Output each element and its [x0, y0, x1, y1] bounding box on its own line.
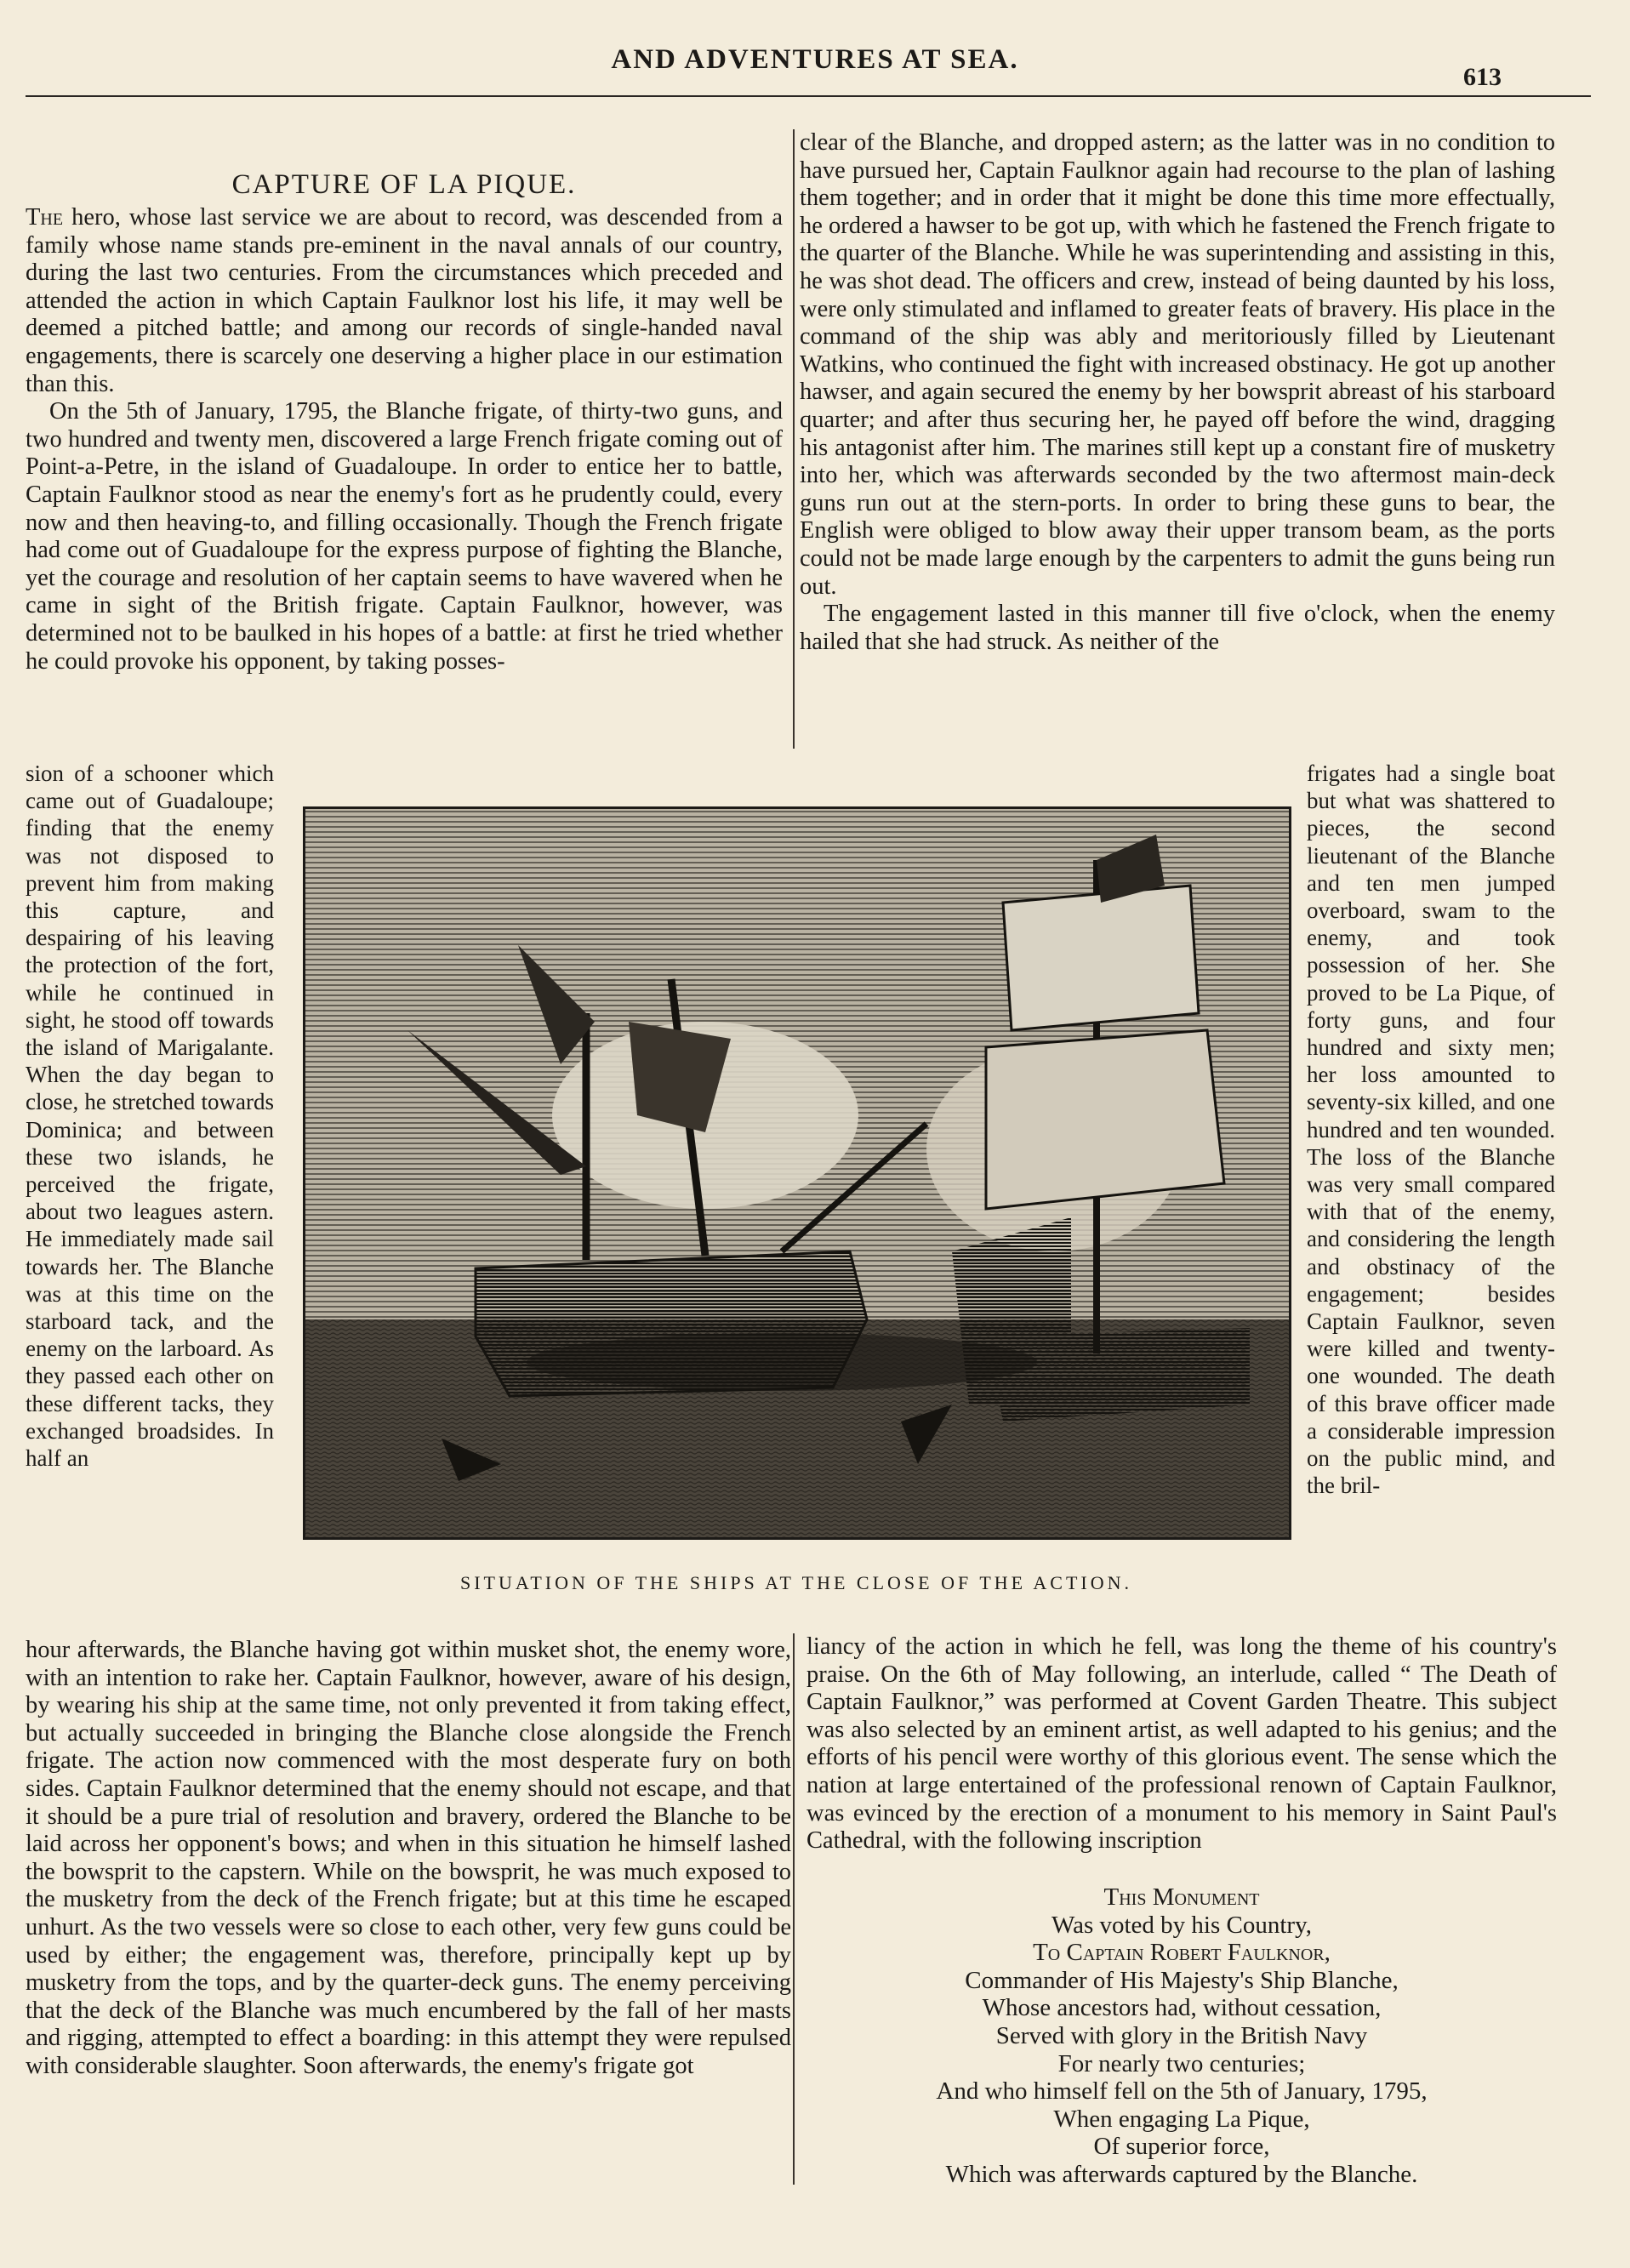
- running-head: AND ADVENTURES AT SEA.: [611, 44, 1019, 75]
- blanche-sail: [1003, 886, 1199, 1030]
- inscription-line: When engaging La Pique,: [1053, 2105, 1310, 2133]
- inscription-line: For nearly two centuries;: [1057, 2049, 1306, 2077]
- blanche-sail: [986, 1030, 1224, 1209]
- inscription-line: Which was afterwards captured by the Blanche.: [945, 2160, 1418, 2188]
- right-column-bottom: [806, 1633, 1557, 1855]
- inscription-line: Whose ancestors had, without cessation,: [982, 1994, 1382, 2022]
- inscription-line: Served with glory in the British Navy: [995, 2021, 1368, 2049]
- paragraph-monument: liancy of the action in which he fell, was long the theme of his country's praise. On the 6th of May following, an interlude, called “ The Death of Captain Faulknor,” was performed at Covent Garden Theatre. This subject was also selected by an eminent artist, as well adapted to his genius; and the efforts of his pencil were worthy of this glorious event. The sense which the nation at large entertained of the professional renown of Captain Faulknor, was evinced by the erection of a monument to his memory in Saint Paul's Cathedral, with the following inscription: [806, 1633, 1557, 1855]
- header-rule: [26, 95, 1591, 97]
- left-column-top: [26, 204, 783, 675]
- paragraph-engagement: The engagement lasted in this manner till five o'clock, when the enemy hailed that she had struck. As neither of the: [800, 601, 1555, 655]
- inscription-line: To Captain Robert Faulknor,: [1033, 1939, 1331, 1967]
- right-column-top: [800, 129, 1555, 656]
- drop-lead-word: The: [26, 204, 64, 231]
- left-wrap-paragraph: sion of a schooner which came out of Guadaloupe; finding that the enemy was not disposed to prevent him from making this capture, and despairing of his leaving the protection of the fort, while he continued in sight, he stood off towards the island of Marigalante. When the day began to close, he stretched towards Dominica; and between these two islands, he perceived the frigate, about two leagues astern. He immediately made sail towards her. The Blanche was at this time on the starboard tack, and the enemy on the larboard. As they passed each other on these different tacks, they exchanged broadsides. In half an: [26, 761, 274, 1472]
- right-wrap-paragraph: frigates had a single boat but what was shattered to pieces, the second lieutenant of the Blanche and ten men jumped overboard, swam to the enemy, and took possession of her. She proved to be La Pique, of forty guns, and four hundred and sixty men; her loss amounted to seventy-six killed, and one hundred and ten wounded. The loss of the Blanche was very small compared with that of the enemy, and considering the length and obstinacy of the engagement; besides Captain Faulknor, seven were killed and twenty-one wounded. The death of this brave officer made a considerable impression on the public mind, and the bril-: [1307, 761, 1555, 1499]
- page-number: 613: [1463, 63, 1502, 91]
- column-rule-bottom: [793, 1633, 795, 2185]
- paragraph-discovery: On the 5th of January, 1795, the Blanche frigate, of thirty-two guns, and two hundred and twenty men, discovered a large French frigate coming out of Point-a-Petre, in the island of Guadaloupe. In order to entice her to battle, Captain Faulknor stood as near the enemy's fort as he prudently could, every now and then heaving-to, and filling occasionally. Though the French frigate had come out of Guadaloupe for the express purpose of fighting the Blanche, yet the courage and resolution of her captain seems to have wavered when he came in sight of the British frigate. Captain Faulknor, however, was determined not to be baulked in his hopes of a battle: at first he tried whether he could provoke his opponent, by taking posses-: [26, 398, 783, 675]
- inscription-line: Was voted by his Country,: [1052, 1911, 1312, 1939]
- opening-text: hero, whose last service we are about to record, was descended from a family whose name stands pre-eminent in the naval annals of our country, during the last two centuries. From the circumstances which preceded and attended the action in which Captain Faulknor lost his life, it may well be deemed a pitched battle; and among our records of single-handed naval engagements, there is scarcely one deserving a higher place in our estimation than this.: [26, 204, 783, 397]
- monument-inscription: [806, 1883, 1557, 2189]
- inscription-line: This Monument: [1103, 1883, 1260, 1911]
- paragraph-opening: [26, 204, 783, 398]
- left-wrap-text: [26, 760, 274, 1472]
- right-wrap-text: [1307, 760, 1555, 1499]
- engraving-svg: [305, 809, 1289, 1537]
- la-pique-hull: [476, 1251, 867, 1396]
- paragraph-continuation: clear of the Blanche, and dropped astern; as the latter was in no condition to have pursued her, Captain Faulknor again had recourse to the plan of lashing them together; and in order that it might be done this time more effectually, he ordered a hawser to be got up, with which he fastened the French frigate to the quarter of the Blanche. While he was superintending and assisting in this, he was shot dead. The officers and crew, instead of being daunted by his loss, were only stimulated and inflamed to greater feats of bravery. His place in the command of the ship was ably and meritoriously filled by Lieutenant Watkins, who continued the fight with increased obstinacy. He got up another hawser, and again secured the enemy by her bowsprit abreast of his starboard quarter; and after thus securing her, he payed off before the wind, dragging his antagonist after him. The marines still kept up a constant fire of musketry into her, which was afterwards seconded by the two aftermost main-deck guns run out at the stern-ports. In order to bring these guns to bear, the English were obliged to blow away their upper transom beam, as the ports could not be made large enough by the carpenters to admit the guns being run out.: [800, 129, 1555, 600]
- paragraph-action: hour afterwards, the Blanche having got within musket shot, the enemy wore, with an intention to rake her. Captain Faulknor, however, aware of his design, by wearing his ship at the same time, not only prevented it from taking effect, but actually succeeded in bringing the Blanche close alongside the French frigate. The action now commenced with the most desperate fury on both sides. Captain Faulknor determined that the enemy should not escape, and that it should be a pure trial of resolution and bravery, ordered the Blanche to be laid across her opponent's bows; and when in this situation he himself lashed the bowsprit to the capstern. While on the bowsprit, he was much exposed to the musketry from the deck of the French frigate; but at this time he escaped unhurt. As the two vessels were so close to each other, very few guns could be used by either; the engagement was, therefore, principally kept up by musketry from the tops, and by the quarter-deck guns. The enemy perceiving that the deck of the Blanche was much encumbered by the fall of her masts and rigging, attempted to effect a boarding: in this attempt they were repulsed with considerable slaughter. Soon afterwards, the enemy's frigate got: [26, 1637, 791, 2079]
- column-rule-top: [793, 129, 795, 749]
- inscription-line: Commander of His Majesty's Ship Blanche,: [965, 1966, 1399, 1994]
- section-title: CAPTURE OF LA PIQUE.: [231, 169, 577, 201]
- ship-battle-engraving: [303, 806, 1291, 1540]
- left-column-bottom: [26, 1637, 791, 2081]
- inscription-line: And who himself fell on the 5th of January, 1795,: [936, 2077, 1428, 2106]
- inscription-line: Of superior force,: [1093, 2133, 1270, 2161]
- illustration-caption: SITUATION OF THE SHIPS AT THE CLOSE OF THE ACTION.: [460, 1572, 1132, 1593]
